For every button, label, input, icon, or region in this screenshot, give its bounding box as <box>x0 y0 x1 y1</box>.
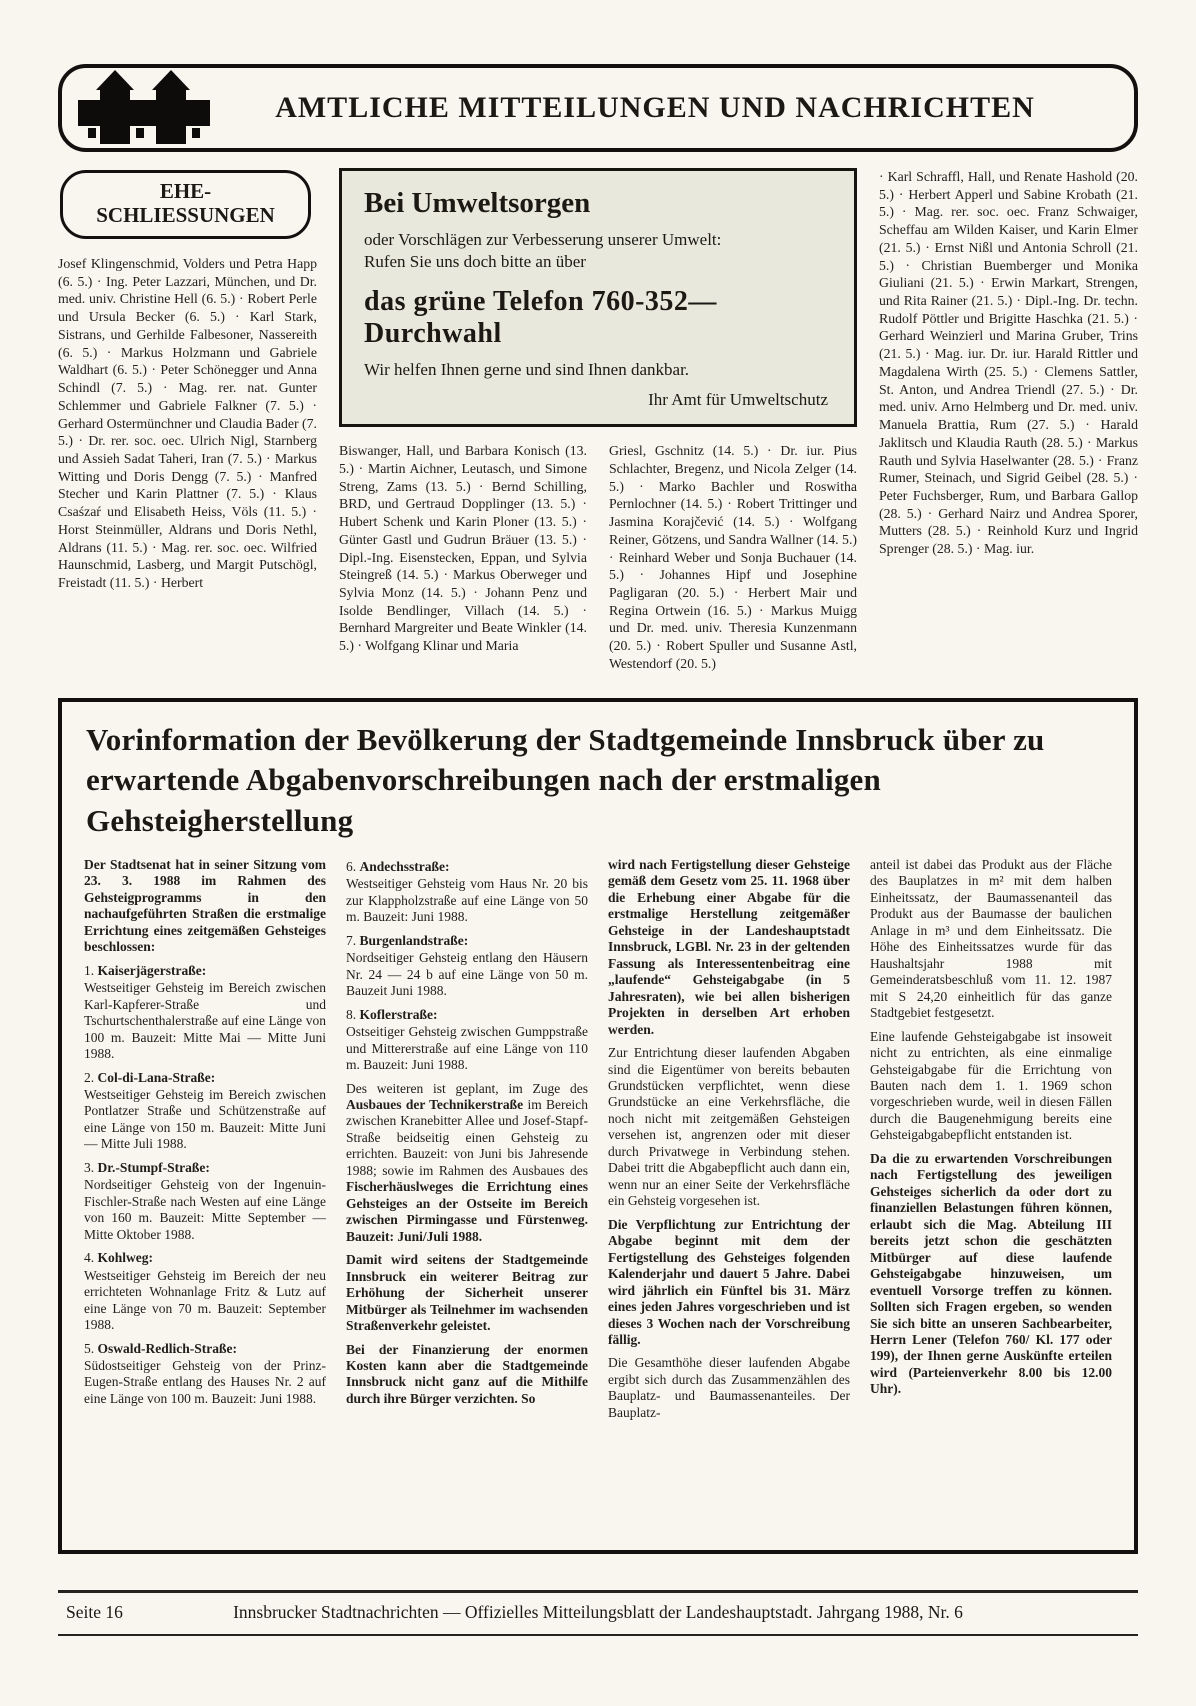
umwelt-notice-line1: oder Vorschlägen zur Verbesserung unserer Umwelt: <box>364 230 722 249</box>
page-number: Seite 16 <box>66 1602 123 1622</box>
marriages-names-col4: · Karl Schraffl, Hall, und Renate Hashold (20. 5.) · Herbert Apperl und Sabine Krobath (21. 5.) · Mag. rer. soc. oec. Franz Schwaiger, Scheffau am Wilden Kaiser, und Karin Elmer (21. 5.) · Ernst Nißl und Antonia Schroll (21. 5.) · Christian Buemberger und Monika Giuliani (21. 5.) · Erwin Markart, Strengen, und Rita Rainer (21. 5.) · Dipl.-Ing. Dr. techn. Rudolf Pöttler und Brigitte Haschka (21. 5.) · Gerhard Weinzierl und Marina Gruber, Trins (21. 5.) · Mag. iur. Dr. iur. Harald Rittler und Magdalena Wirth (25. 5.) · Clemens Sattler, St. Anton, und Andrea Triendl (27. 5.) · Dr. med. univ. Arno Helmberg und Dr. med. univ. Manuela Brattia, Rum (27. 5.) · Harald Jaklitsch und Klaudia Rauth (28. 5.) · Markus Rauth und Sylvia Haselwanter (28. 5.) · Franz Rumer, Steinach, und Sigrid Geibel (28. 5.) · Peter Fuchsberger, Rum, und Barbara Gallop (28. 5.) · Gerhard Nairz und Andrea Sporer, Mutters (28. 5.) · Reinhold Kurz und Ingrid Sprenger (28. 5.) · Mag. iur. <box>879 169 1138 557</box>
marriages-middle-text <box>339 442 857 684</box>
article-sidewalk-levies <box>58 698 1138 1554</box>
marriages-col-4 <box>879 168 1138 684</box>
street-item-5-body: Südostseitiger Gehsteig von der Prinz-Eugen-Straße entlang des Hauses Nr. 2 auf eine Länge von 100 m. Bauzeit: Juni 1988. <box>84 1358 326 1406</box>
article-col-4 <box>870 857 1112 1554</box>
marriages-names-col2: Biswanger, Hall, und Barbara Konisch (13. 5.) · Martin Aichner, Leutasch, und Simone Streng, Zams (13. 5.) · Bernd Schilling, BRD, und Gertraud Dopplinger (13. 5.) · Hubert Schenk und Karin Ploner (13. 5.) · Günter Gastl und Gudrun Bräuer (13. 5.) · Dipl.-Ing. Eisenstecken, Eppan, und Sylvia Steingreß (14. 5.) · Markus Oberweger und Sylvia Monz (14. 5.) · Johann Penz und Isolde Bendlinger, Villach (14. 5.) · Bernhard Margreiter und Beate Winkler (14. 5.) · Wolfgang Klinar und Maria <box>339 443 587 654</box>
street-item-3-title: 3. Dr.-Stumpf-Straße: <box>84 1159 210 1175</box>
article-contact-paragraph: Da die zu erwartenden Vorschreibungen nach Fertigstellung des jeweiligen Gehsteiges sicherlich da oder dort zu finanziellen Belastungen führen können, erlaubt sich die Mag. Abteilung III bereits jetzt schon die geschätzten Mitbürger auf diese laufende Gehsteigabgabe hinzuweisen, um eventuell Vorsorge treffen zu können. Sollten sich Fragen ergeben, so wenden Sie sich bitte an unseren Sachbearbeiter, Herrn Lener (Telefon 760/ Kl. 177 oder 199), der Ihnen gerne Auskünfte erteilen wird (Parteienverkehr 8.00 bis 12.00 Uhr). <box>870 1150 1112 1397</box>
marriages-heading-line1: EHE- <box>159 179 212 203</box>
street-item-1-title: 1. Kaiserjägerstraße: <box>84 962 207 978</box>
street-item-6-title: 6. Andechsstraße: <box>346 858 450 874</box>
street-item-7-body: Nordseitiger Gehsteig entlang den Häusern Nr. 24 — 24 b auf eine Länge von 50 m. Bauzeit Juni 1988. <box>346 950 588 999</box>
street-item-6-body: Westseitiger Gehsteig vom Haus Nr. 20 bis zur Klappholzstraße auf eine Länge von 50 m. Bauzeit: Juni 1988. <box>346 876 588 925</box>
article-col-2 <box>346 857 588 1554</box>
article-payment-schedule-paragraph: Die Verpflichtung zur Entrichtung der Abgabe beginnt mit dem der Fertigstellung des Gehsteiges folgenden Kalenderjahr und dauert 5 Jahre. Dabei wird jährlich ein Fünftel bis 31. März eines jeden Jahres vorgeschrieben und ist dieses 3 Wochen nach der Vorschreibung fällig. <box>608 1216 850 1348</box>
umwelt-notice-title: Bei Umweltsorgen <box>364 187 591 219</box>
marriages-col-1 <box>58 168 317 684</box>
street-item-8-title: 8. Koflerstraße: <box>346 1006 438 1022</box>
marriages-names-col3: Griesl, Gschnitz (14. 5.) · Dr. iur. Pius Schlachter, Bregenz, und Nicola Zelger (14. 5.) · Marko Bachler und Roswitha Pernlochner (14. 5.) · Robert Trittinger und Jasmina Korajčević (14. 5.) · Wolfgang Reiner, Götzens, und Sandra Wallner (14. 5.) · Reinhard Weber und Sonja Buchauer (14. 5.) · Johannes Hipf und Josephine Pagligaran (20. 5.) · Herbert Mair und Regina Ortwein (16. 5.) · Markus Muigg und Dr. med. univ. Theresia Kunzenmann (20. 5.) · Robert Spuller und Susanne Astl, Westendorf (20. 5.) <box>609 443 857 671</box>
article-safety-paragraph: Damit wird seitens der Stadtgemeinde Innsbruck ein weiterer Beitrag zur Erhöhung der Sicherheit unserer Mitbürger als Teilnehmer im wachsenden Straßenverkehr geleistet. <box>346 1252 588 1334</box>
street-item-1-body: Westseitiger Gehsteig im Bereich zwischen Karl-Kapferer-Straße und Tschurtschenthalerstraße auf eine Länge von 100 m. Bauzeit: Mitte Mai — Mitte Juni 1988. <box>84 980 326 1062</box>
article-total-amount-paragraph: Die Gesamthöhe dieser laufenden Abgabe ergibt sich durch das Zusammenzählen des Bauplatz- und Baumassenanteiles. Der Bauplatz- <box>608 1355 850 1420</box>
street-item-4-body: Westseitiger Gehsteig im Bereich der neu errichteten Wohnanlage Fritz & Lutz auf eine Länge von 70 m. Bauzeit: September 1988. <box>84 1267 326 1333</box>
street-item-2-title: 2. Col-di-Lana-Straße: <box>84 1069 216 1085</box>
article-exemption-paragraph: Eine laufende Gehsteigabgabe ist insoweit nicht zu entrichten, als eine einmalige Gehsteigabgabe für die Errichtung von Bauten nach dem 1. 1. 1969 schon vorgeschrieben wurde, weil in diesen Fällen durch die Baugenehmigung bereits eine Gehsteigabgabepflicht entstanden ist. <box>870 1028 1112 1143</box>
umwelt-phone-line: das grüne Telefon 760-352—Durchwahl <box>364 286 717 350</box>
marriages-section <box>58 168 1138 684</box>
marriages-names-col1: Josef Klingenschmid, Volders und Petra Happ (6. 5.) · Ing. Peter Lazzari, München, und Dr. med. univ. Christine Hell (6. 5.) · Robert Perle und Ursula Becker (6. 5.) · Karl Stark, Sistrans, und Gerhilde Falbesoner, Nassereith (6. 5.) · Markus Holzmann und Gabriele Waldhart (6. 5.) · Peter Schönegger und Anna Schindl (7. 5.) · Mag. rer. nat. Gunter Schlemmer und Gabriele Falkner (7. 5.) · Gerhard Ostermünchner und Claudia Bader (7. 5.) · Dr. rer. soc. oec. Ulrich Nigl, Starnberg und Assieh Sadat Taheri, Iran (7. 5.) · Markus Witting und Doris Dengg (7. 5.) · Manfred Stecher und Karin Plattner (7. 5.) · Klaus Csaśzaŕ und Elisabeth Heiss, Völs (11. 5.) · Horst Steinmüller, Aldrans und Doris Nethl, Aldrans (11. 5.) · Mag. rer. soc. oec. Wilfried Haunschmid, Lasberg, und Margit Putschögl, Freistadt (11. 5.) · Herbert <box>58 256 317 590</box>
umwelt-notice-line3: Wir helfen Ihnen gerne und sind Ihnen dankbar. <box>364 360 690 380</box>
masthead <box>58 64 1138 152</box>
masthead-title: AMTLICHE MITTEILUNGEN UND NACHRICHTEN <box>275 91 1035 124</box>
umwelt-signoff: Ihr Amt für Umweltschutz <box>648 390 828 410</box>
street-item-5-title: 5. Oswald-Redlich-Straße: <box>84 1340 237 1356</box>
street-item-7-title: 7. Burgenlandstraße: <box>346 932 469 948</box>
article-intro: Der Stadtsenat hat in seiner Sitzung vom 23. 3. 1988 im Rahmen des Gehsteigprogramms in den nachaufgeführten Straßen die erstmalige Errichtung eines zeitgemäßen Gehsteiges beschlossen: <box>84 856 326 955</box>
article-col-3 <box>608 857 850 1554</box>
street-item-8-body: Ostseitiger Gehsteig zwischen Gumppstraße und Mittererstraße auf eine Länge von 110 m. Bauzeit: Juni 1988. <box>346 1024 588 1073</box>
marriages-middle-cols <box>339 168 857 684</box>
article-obligation-paragraph: Zur Entrichtung dieser laufenden Abgaben sind die Eigentümer von bereits bebauten Grundstücken verpflichtet, wenn diese Grundstücke an eine Verkehrsfläche, die noch nicht mit zeitgemäßen Gehsteigen versehen ist, angrenzen oder mit dieser durch Privatwege in Verbindung stehen. Dabei tritt die Abgabepflicht auch dann ein, wenn nur an einer Seite der Verkehrsfläche ein Gehsteig vorgesehen ist. <box>608 1045 850 1209</box>
city-towers-logo-icon <box>78 68 246 148</box>
umwelt-notice-box <box>339 168 857 427</box>
umwelt-notice-line2: Rufen Sie uns doch bitte an über <box>364 252 586 272</box>
article-headline: Vorinformation der Bevölkerung der Stadtgemeinde Innsbruck über zu erwartende Abgabenvorschreibungen nach der erstmaligen Gehsteigherstellung <box>86 722 1045 838</box>
article-body <box>84 857 1112 1554</box>
street-item-2-body: Westseitiger Gehsteig im Bereich zwischen Pontlatzer Straße und Schützenstraße auf eine Länge von 150 m. Bauzeit: Mitte Juni — Mitte Juli 1988. <box>84 1086 326 1152</box>
street-item-4-title: 4. Kohlweg: <box>84 1250 153 1266</box>
article-col-1 <box>84 857 326 1554</box>
footer-imprint: Innsbrucker Stadtnachrichten — Offizielles Mitteilungsblatt der Landeshauptstadt. Jahrgang 1988, Nr. 6 <box>233 1602 963 1622</box>
article-plans-paragraph: Des weiteren ist geplant, im Zuge des Ausbaues der Technikerstraße im Bereich zwischen Kranebitter Allee und Josef-Stapf-Straße beidseitig einen Gehsteig zu errichten. Bauzeit: von Juni bis Jahresende 1988; sowie im Rahmen des Ausbaues des Fischerhäuslweges die Errichtung eines Gehsteiges an der Ostseite im Bereich zwischen Pirmingasse und Fürstenweg. Bauzeit: Juni/Juli 1988. <box>346 1080 589 1244</box>
article-financing-paragraph: Bei der Finanzierung der enormen Kosten kann aber die Stadtgemeinde Innsbruck nicht ganz auf die Mithilfe durch ihre Bürger verzichten. So <box>346 1341 588 1406</box>
marriages-heading <box>60 170 311 239</box>
article-law-paragraph: wird nach Fertigstellung dieser Gehsteige gemäß dem Gesetz vom 25. 11. 1968 über die Erhebung einer Abgabe für die erstmalige Herstellung zeitgemäßer Gehsteige in der Landeshauptstadt Innsbruck, LGBl. Nr. 23 in der geltenden Fassung als Interessentenbeitrag eine „laufende“ Gehsteigabgabe (in 5 Jahresraten), wie bei allen bisherigen Projekten in derselben Art erhoben werden. <box>608 856 850 1037</box>
page-footer <box>58 1590 1138 1636</box>
street-item-3-body: Nordseitiger Gehsteig von der Ingenuin-Fischler-Straße nach Westen auf eine Länge von 160 m. Bauzeit: Mitte September — Mitte Oktober 1988. <box>84 1177 326 1242</box>
article-unit-rate-paragraph: anteil ist dabei das Produkt aus der Fläche des Bauplatzes in m² mit dem halben Einheitssatz, der Baumassenanteil das Produkt aus der Baumasse der baulichen Anlage in m³ und dem Einheitssatz. Die Höhe des Einheitssatzes wurde für das Haushaltsjahr 1988 mit Gemeinderatsbeschluß vom 11. 12. 1987 mit S 24,20 einheitlich für das ganze Stadtgebiet festgesetzt. <box>870 856 1112 1021</box>
marriages-heading-line2: SCHLIESSUNGEN <box>96 202 275 227</box>
